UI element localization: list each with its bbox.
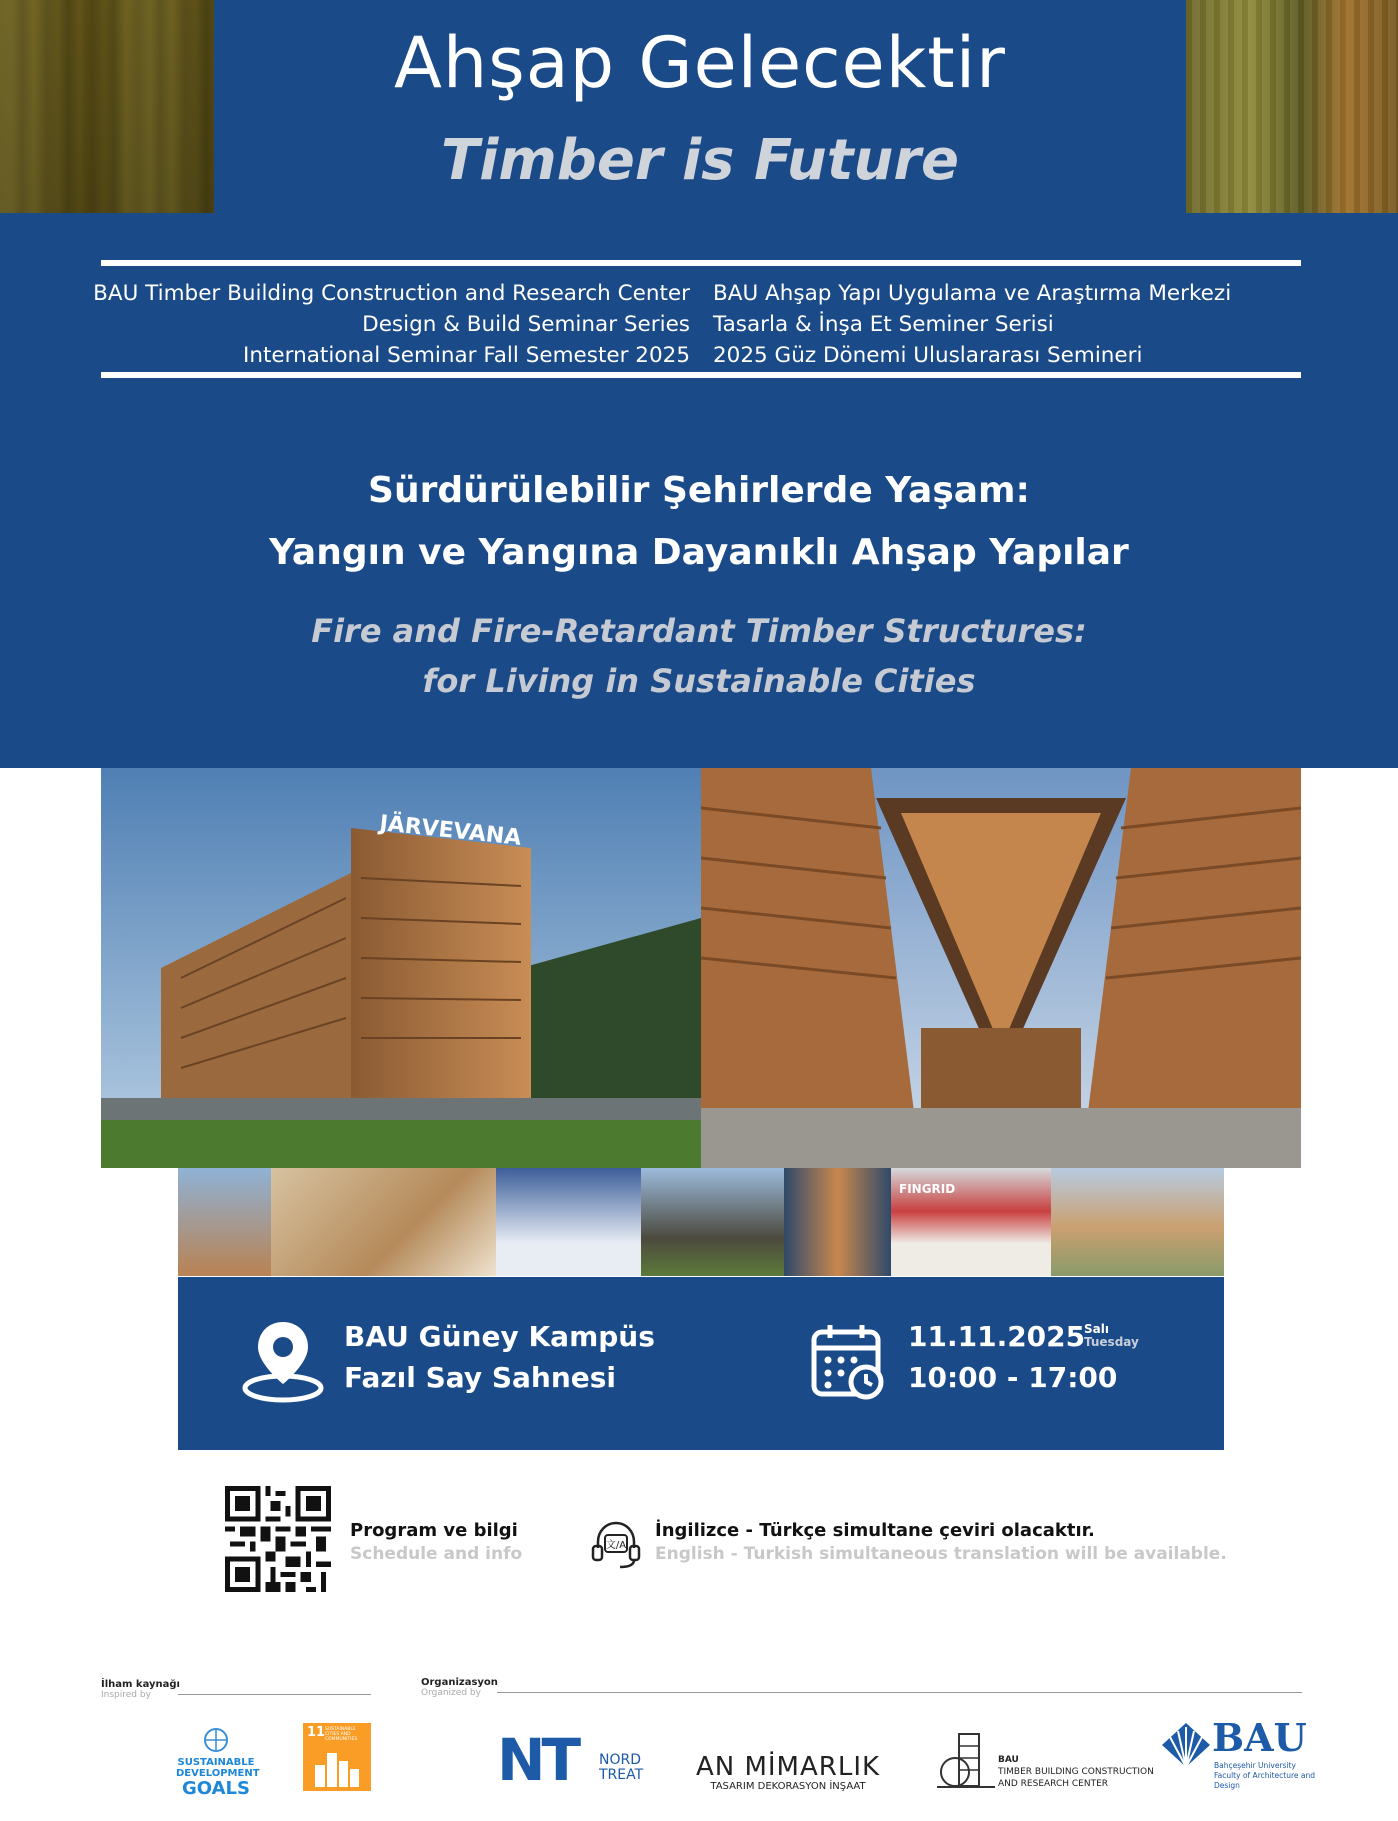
series-en-line: BAU Timber Building Construction and Research Center [93, 281, 690, 306]
building-icon [313, 1749, 361, 1787]
thumb-sign-text: FINGRID [899, 1182, 956, 1196]
headset-translate-icon [590, 1518, 642, 1570]
bau-sub3: Design [1214, 1781, 1240, 1790]
topic-title-en [0, 606, 1398, 706]
topic-en-line1: Fire and Fire-Retardant Timber Structures: [311, 612, 1087, 650]
an-mimarlik-logo [688, 1753, 888, 1793]
calendar-clock-icon [810, 1322, 888, 1400]
organized-by-label [421, 1677, 498, 1698]
sdg-line1: SUSTAINABLE [177, 1757, 255, 1768]
translation-en: English - Turkish simultaneous translation will be available. [655, 1544, 1227, 1564]
inspired-en: Inspired by [101, 1690, 151, 1700]
qr-code[interactable] [225, 1486, 331, 1592]
event-date: 11.11.2025 [908, 1320, 1086, 1353]
bau-sub1: Bahçeşehir University [1214, 1761, 1296, 1770]
organized-en: Organized by [421, 1688, 481, 1698]
photo-timber-office-building [101, 768, 701, 1168]
thumb-photo-5 [784, 1168, 891, 1276]
thumb-photo-1 [178, 1168, 271, 1276]
timber-center-text [998, 1754, 1154, 1790]
bau-logo-icon [1160, 1721, 1212, 1769]
wood-texture-image-left [0, 0, 214, 213]
wood-texture-image-right [1186, 0, 1398, 213]
inspired-by-label [101, 1679, 180, 1700]
thumb-photo-3 [496, 1168, 641, 1276]
an-name: AN MİMARLIK [695, 1752, 881, 1782]
event-day [1084, 1323, 1139, 1349]
title-en: Timber is Future [441, 128, 959, 193]
tbc-line2: TIMBER BUILDING CONSTRUCTION [998, 1767, 1154, 1777]
timber-center-emblem-icon [937, 1730, 995, 1790]
location-line2: Fazıl Say Sahnesi [344, 1361, 617, 1394]
nt-text [599, 1753, 643, 1783]
location-line1: BAU Güney Kampüs [344, 1320, 655, 1353]
sdg-line3: GOALS [182, 1778, 250, 1799]
title-tr: Ahşap Gelecektir [394, 22, 1006, 104]
an-sub: TASARIM DEKORASYON İNŞAAT [710, 1781, 866, 1792]
series-info-tr [713, 278, 1231, 371]
series-tr-line: BAU Ahşap Yapı Uygulama ve Araştırma Merkezi [713, 281, 1232, 306]
sdg-11-logo [303, 1723, 371, 1791]
series-en-line: International Seminar Fall Semester 2025 [243, 343, 690, 368]
organized-tr: Organizasyon [421, 1677, 498, 1688]
sdg11-number: 11 [307, 1725, 326, 1740]
nt-line2: TREAT [599, 1767, 644, 1783]
tbc-line1: BAU [998, 1755, 1019, 1765]
event-location [344, 1316, 655, 1398]
program-label-tr: Program ve bilgi [350, 1520, 518, 1541]
series-en-line: Design & Build Seminar Series [362, 312, 690, 337]
thumb-photo-6 [891, 1168, 1051, 1276]
nt-line1: NORD [599, 1752, 641, 1768]
sdg-logo [176, 1727, 260, 1799]
svg-text:文/A: 文/A [605, 1540, 627, 1551]
sdg11-text: SUSTAINABLE CITIES AND COMMUNITIES [325, 1727, 358, 1742]
inspired-line [178, 1694, 371, 1695]
translation-tr: İngilizce - Türkçe simultane çeviri olacaktır. [655, 1520, 1095, 1541]
sdg-line2: DEVELOPMENT [176, 1768, 260, 1779]
thumb-photo-7 [1051, 1168, 1224, 1276]
location-pin-icon [240, 1318, 326, 1404]
organized-line [497, 1692, 1302, 1693]
series-tr-line: 2025 Güz Dönemi Uluslararası Semineri [713, 343, 1143, 368]
event-time: 10:00 - 17:00 [908, 1361, 1118, 1394]
program-info [350, 1520, 522, 1564]
topic-tr-line1: Sürdürülebilir Şehirlerde Yaşam: [368, 470, 1030, 511]
event-day-tr: Salı [1084, 1322, 1109, 1336]
topic-en-line2: for Living in Sustainable Cities [422, 662, 976, 700]
series-tr-line: Tasarla & İnşa Et Seminer Serisi [713, 312, 1054, 337]
program-label-en: Schedule and info [350, 1544, 523, 1564]
tbc-line3: AND RESEARCH CENTER [998, 1779, 1109, 1789]
building-sign-text: JÄRVEVANA [378, 811, 523, 851]
photo-timber-courtyard [701, 768, 1301, 1168]
inspired-tr: İlham kaynağı [101, 1679, 180, 1690]
bau-name: BAU [1212, 1715, 1307, 1760]
bau-sub2: Faculty of Architecture and [1214, 1771, 1315, 1780]
translation-info [655, 1520, 1227, 1564]
topic-title-tr [0, 460, 1398, 584]
un-emblem-icon [203, 1727, 229, 1753]
divider-bottom [101, 372, 1301, 378]
nt-mark: NT [497, 1726, 578, 1794]
event-day-en: Tuesday [1084, 1335, 1139, 1349]
bau-subtext [1214, 1761, 1315, 1791]
thumb-photo-4 [641, 1168, 784, 1276]
series-info-en [93, 278, 690, 371]
divider-top [101, 260, 1301, 266]
topic-tr-line2: Yangın ve Yangına Dayanıklı Ahşap Yapılar [269, 532, 1129, 573]
thumb-photo-2 [271, 1168, 496, 1276]
